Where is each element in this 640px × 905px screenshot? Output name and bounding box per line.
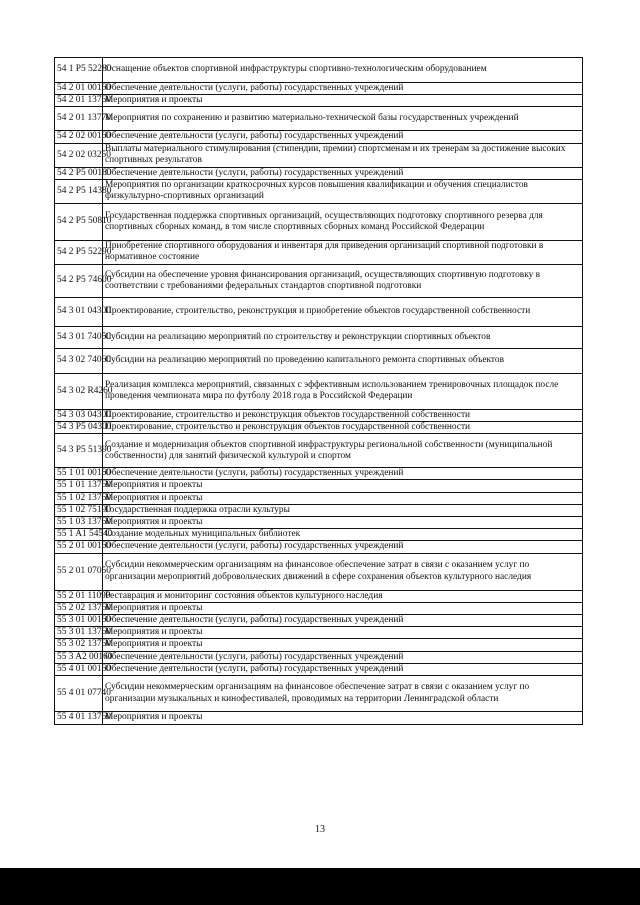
budget-item-name-cell: Мероприятия и проекты [103,602,583,614]
budget-item-name-cell: Проектирование, строительство и реконструкция объектов государственной собственности [103,409,583,421]
budget-code-cell: 55 2 02 13760 [55,602,103,614]
budget-code-cell: 55 1 01 13760 [55,480,103,492]
table-row [55,553,583,590]
budget-item-name-cell: Мероприятия и проекты [103,627,583,639]
budget-code-cell: 54 3 02 74060 [55,348,103,373]
table-row [55,348,583,373]
budget-item-name-cell: Мероприятия по организации краткосрочных курсов повышения квалификации и обучения специалистов физкультурно-спортивных организаций [103,179,583,203]
table-row [55,422,583,434]
budget-item-name-cell: Обеспечение деятельности (услуги, работы) государственных учреждений [103,131,583,143]
budget-code-cell: 55 3 01 13760 [55,627,103,639]
budget-item-name-cell: Государственная поддержка отрасли культуры [103,504,583,516]
budget-code-cell: 54 3 02 R4260 [55,373,103,409]
budget-item-name-cell: Мероприятия и проекты [103,95,583,107]
budget-item-name-cell: Обеспечение деятельности (услуги, работы) государственных учреждений [103,541,583,553]
budget-code-cell: 54 2 02 03250 [55,143,103,167]
budget-item-name-cell: Субсидии некоммерческим организациям на финансовое обеспечение затрат в связи с оказанием услуг по организации музыкальных и кинофестивалей, проводимых на территории Ленинградской области [103,676,583,712]
table-row [55,602,583,614]
budget-code-cell: 54 2 01 13760 [55,95,103,107]
table-row [55,663,583,675]
table-row [55,83,583,95]
budget-code-cell: 54 2 P5 52290 [55,240,103,264]
table-row [55,179,583,203]
table-row [55,529,583,541]
table-row [55,541,583,553]
budget-code-cell: 54 2 P5 74600 [55,264,103,297]
table-row [55,590,583,602]
budget-code-cell: 54 2 P5 14380 [55,179,103,203]
budget-code-cell: 55 4 01 13760 [55,712,103,725]
table-row [55,434,583,468]
budget-code-cell: 55 2 01 11090 [55,590,103,602]
table-row [55,517,583,529]
page-number: 13 [315,824,325,835]
budget-code-cell: 55 1 02 75190 [55,504,103,516]
budget-item-name-cell: Субсидии некоммерческим организациям на финансовое обеспечение затрат в связи с оказанием услуг по организации мероприятий добровольческих движений в сфере сохранения объектов культурного наследия [103,553,583,590]
budget-item-name-cell: Обеспечение деятельности (услуги, работы) государственных учреждений [103,83,583,95]
budget-item-name-cell: Создание модельных муниципальных библиотек [103,529,583,541]
budget-item-name-cell: Мероприятия и проекты [103,639,583,651]
budget-item-name-cell: Обеспечение деятельности (услуги, работы) государственных учреждений [103,651,583,663]
budget-code-cell: 55 4 01 07740 [55,676,103,712]
table-row [55,95,583,107]
table-row [55,504,583,516]
budget-code-cell: 55 1 03 13760 [55,517,103,529]
table-row [55,58,583,83]
table-row [55,480,583,492]
table-row [55,615,583,627]
budget-code-cell: 55 2 01 00160 [55,541,103,553]
budget-item-name-cell: Субсидии на обеспечение уровня финансирования организаций, осуществляющих спортивную подготовку в соответствии с требованиями федеральных стандартов спортивной подготовки [103,264,583,297]
budget-code-cell: 54 2 P5 00160 [55,167,103,179]
table-row [55,297,583,326]
budget-item-name-cell: Субсидии на реализацию мероприятий по строительству и реконструкции спортивных объектов [103,326,583,348]
table-row [55,676,583,712]
budget-code-cell: 55 1 02 13760 [55,492,103,504]
budget-code-cell: 55 1 01 00160 [55,468,103,480]
budget-item-name-cell: Реализация комплекса мероприятий, связанных с эффективным использованием тренировочных площадок после проведения чемпионата мира по футболу 2018 года в Российской Федерации [103,373,583,409]
budget-code-cell: 54 2 P5 50810 [55,203,103,240]
budget-item-name-cell: Приобретение спортивного оборудования и инвентаря для приведения организаций спортивной подготовки в нормативное состояние [103,240,583,264]
table-row [55,409,583,421]
budget-item-name-cell: Государственная поддержка спортивных организаций, осуществляющих подготовку спортивного резерва для спортивных сборных команд, в том числе спортивных сборных команд Российской Федерации [103,203,583,240]
budget-item-name-cell: Обеспечение деятельности (услуги, работы) государственных учреждений [103,468,583,480]
table-row [55,627,583,639]
budget-item-name-cell: Обеспечение деятельности (услуги, работы) государственных учреждений [103,167,583,179]
budget-item-name-cell: Мероприятия и проекты [103,712,583,725]
table-row [55,651,583,663]
table-row [55,107,583,131]
budget-code-cell: 55 3 A2 00160 [55,651,103,663]
bottom-black-bar [0,868,640,905]
budget-code-cell: 54 3 P5 04300 [55,422,103,434]
budget-item-name-cell: Мероприятия и проекты [103,480,583,492]
table-body [55,58,583,725]
table-row [55,639,583,651]
budget-code-cell: 54 2 02 00160 [55,131,103,143]
budget-item-name-cell: Мероприятия по сохранению и развитию материально-технической базы государственных учреждений [103,107,583,131]
table-row [55,712,583,725]
budget-code-cell: 55 4 01 00160 [55,663,103,675]
budget-code-cell: 55 3 02 13760 [55,639,103,651]
budget-item-name-cell: Обеспечение деятельности (услуги, работы) государственных учреждений [103,663,583,675]
budget-code-cell: 54 3 01 74050 [55,326,103,348]
table-row [55,373,583,409]
budget-item-name-cell: Проектирование, строительство и реконструкция объектов государственной собственности [103,422,583,434]
table-row [55,143,583,167]
budget-item-name-cell: Реставрация и мониторинг состояния объектов культурного наследия [103,590,583,602]
budget-item-name-cell: Обеспечение деятельности (услуги, работы) государственных учреждений [103,615,583,627]
budget-code-cell: 54 3 01 04300 [55,297,103,326]
table-row [55,326,583,348]
table-row [55,203,583,240]
table-row [55,492,583,504]
table-row [55,264,583,297]
budget-item-name-cell: Проектирование, строительство, реконструкция и приобретение объектов государственной собственности [103,297,583,326]
budget-code-cell: 54 2 01 13770 [55,107,103,131]
table-row [55,240,583,264]
budget-code-cell: 54 2 01 00160 [55,83,103,95]
budget-code-cell: 55 1 A1 54540 [55,529,103,541]
budget-item-name-cell: Выплаты материального стимулирования (стипендии, премии) спортсменам и их тренерам за достижение высоких спортивных результатов [103,143,583,167]
budget-item-name-cell: Создание и модернизация объектов спортивной инфраструктуры региональной собственности (муниципальной собственности) для занятий физической культурой и спортом [103,434,583,468]
budget-code-cell: 54 3 03 04300 [55,409,103,421]
budget-item-name-cell: Мероприятия и проекты [103,492,583,504]
table-row [55,167,583,179]
budget-codes-table [54,57,583,725]
budget-code-cell: 54 3 P5 51390 [55,434,103,468]
budget-code-cell: 55 3 01 00160 [55,615,103,627]
budget-item-name-cell: Субсидии на реализацию мероприятий по проведению капитального ремонта спортивных объектов [103,348,583,373]
budget-code-cell: 55 2 01 07050 [55,553,103,590]
table-row [55,468,583,480]
budget-code-cell: 54 1 P5 52280 [55,58,103,83]
table-row [55,131,583,143]
budget-item-name-cell: Мероприятия и проекты [103,517,583,529]
budget-item-name-cell: Оснащение объектов спортивной инфраструктуры спортивно-технологическим оборудованием [103,58,583,83]
